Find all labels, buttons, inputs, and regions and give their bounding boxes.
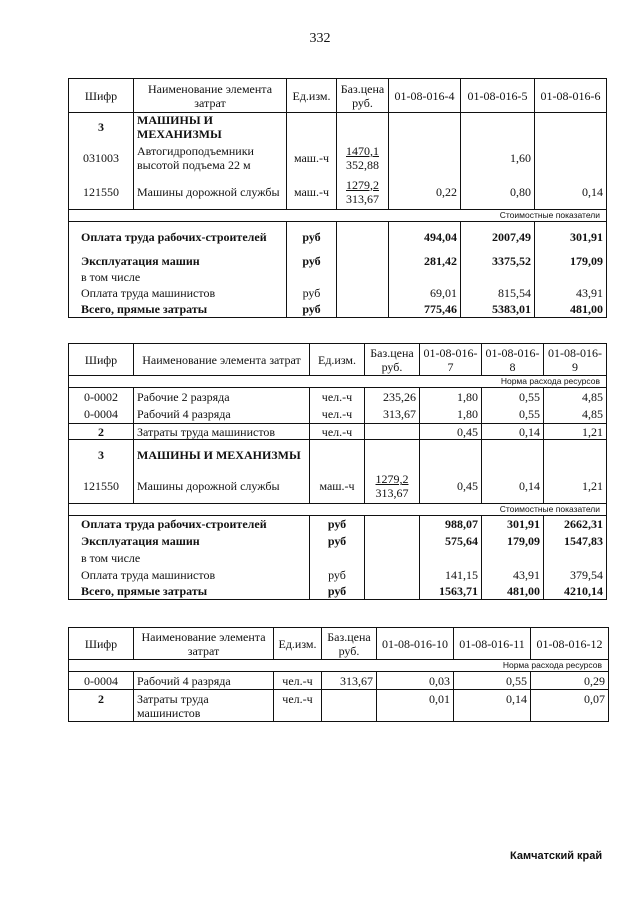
row-value-3: 4,85 bbox=[544, 406, 607, 424]
table-row bbox=[69, 388, 607, 406]
cost-value-1: 69,01 bbox=[389, 285, 461, 301]
cost-name: Всего, прямые затраты bbox=[69, 301, 287, 317]
cost-value-2: 301,91 bbox=[482, 516, 544, 533]
cost-row bbox=[69, 566, 607, 584]
cost-row bbox=[69, 550, 607, 566]
section-code: 3 bbox=[69, 113, 134, 142]
section-row bbox=[69, 113, 607, 142]
row-code: 0-0004 bbox=[69, 406, 134, 424]
price-top: 1470,1 bbox=[346, 144, 379, 158]
page-number: 332 bbox=[309, 31, 331, 46]
row-value-1: 0,22 bbox=[389, 175, 461, 209]
row-value-3: 0,14 bbox=[535, 175, 607, 209]
subheader-row bbox=[69, 660, 609, 672]
subheader-row bbox=[69, 209, 607, 221]
cost-value-3: 2662,31 bbox=[544, 516, 607, 533]
header-col-2: 01-08-016-8 bbox=[482, 344, 544, 376]
section-code: 3 bbox=[69, 440, 134, 470]
row-value-1: 0,01 bbox=[377, 690, 454, 722]
row-value-1: 0,45 bbox=[420, 470, 482, 504]
row-value-2: 0,14 bbox=[454, 690, 531, 722]
footer-region: Камчатский край bbox=[510, 850, 603, 862]
header-col-3: 01-08-016-6 bbox=[535, 79, 607, 113]
row-unit: чел.-ч bbox=[274, 690, 322, 722]
row-value-2: 0,55 bbox=[454, 672, 531, 690]
row-unit: чел.-ч bbox=[310, 424, 365, 440]
cost-value-2: 2007,49 bbox=[461, 221, 535, 253]
cost-value-1: 1563,71 bbox=[420, 584, 482, 600]
header-code: Шифр bbox=[69, 79, 134, 113]
row-code: 031003 bbox=[69, 141, 134, 175]
row-name: Рабочий 4 разряда bbox=[134, 406, 310, 424]
row-value-3: 1,21 bbox=[544, 424, 607, 440]
header-name: Наименование элемента затрат bbox=[134, 79, 287, 113]
row-price: 313,67 bbox=[365, 406, 420, 424]
table-row bbox=[69, 424, 607, 440]
header-col-3: 01-08-016-9 bbox=[544, 344, 607, 376]
header-col-3: 01-08-016-12 bbox=[531, 628, 609, 660]
table-row bbox=[69, 406, 607, 424]
header-price: Баз.цена руб. bbox=[365, 344, 420, 376]
table-row bbox=[69, 175, 607, 209]
section-title: МАШИНЫ И МЕХАНИЗМЫ bbox=[134, 440, 310, 470]
row-name: Затраты труда машинистов bbox=[134, 690, 274, 722]
cost-subheader: Стоимостные показатели bbox=[69, 209, 607, 221]
cost-value-3: 179,09 bbox=[535, 253, 607, 269]
row-name: Машины дорожной службы bbox=[134, 470, 310, 504]
cost-name: Оплата труда рабочих-строителей bbox=[69, 516, 310, 533]
row-value-2: 1,60 bbox=[461, 141, 535, 175]
cost-row bbox=[69, 221, 607, 253]
price-bottom: 313,67 bbox=[346, 191, 379, 206]
table-header-row bbox=[69, 628, 609, 660]
cost-value-3: 1547,83 bbox=[544, 533, 607, 550]
price-bottom: 352,88 bbox=[346, 158, 379, 172]
table-row bbox=[69, 672, 609, 690]
cost-row bbox=[69, 533, 607, 550]
header-col-2: 01-08-016-5 bbox=[461, 79, 535, 113]
cost-row bbox=[69, 285, 607, 301]
row-code: 121550 bbox=[69, 470, 134, 504]
row-value-2: 0,14 bbox=[482, 470, 544, 504]
cost-name: Эксплуатация машин bbox=[69, 253, 287, 269]
table-row bbox=[69, 141, 607, 175]
row-code: 0-0004 bbox=[69, 672, 134, 690]
cost-name: Оплата труда машинистов bbox=[69, 566, 310, 584]
cost-value-2: 3375,52 bbox=[461, 253, 535, 269]
cost-value-3: 481,00 bbox=[535, 301, 607, 317]
row-unit: маш.-ч bbox=[287, 141, 337, 175]
row-value-3: 1,21 bbox=[544, 470, 607, 504]
header-col-1: 01-08-016-4 bbox=[389, 79, 461, 113]
row-unit: чел.-ч bbox=[310, 388, 365, 406]
norm-subheader: Норма расхода ресурсов bbox=[69, 660, 609, 672]
header-name: Наименование элемента затрат bbox=[134, 344, 310, 376]
cost-row bbox=[69, 516, 607, 533]
cost-value-2: 43,91 bbox=[482, 566, 544, 584]
header-col-1: 01-08-016-7 bbox=[420, 344, 482, 376]
row-price bbox=[337, 175, 389, 209]
row-code: 121550 bbox=[69, 175, 134, 209]
row-code: 2 bbox=[69, 690, 134, 722]
row-name: Рабочие 2 разряда bbox=[134, 388, 310, 406]
cost-value-2: 815,54 bbox=[461, 285, 535, 301]
header-col-2: 01-08-016-11 bbox=[454, 628, 531, 660]
row-price bbox=[322, 690, 377, 722]
section-title: МАШИНЫ И МЕХАНИЗМЫ bbox=[134, 113, 287, 142]
header-code: Шифр bbox=[69, 628, 134, 660]
cost-value-1: 575,64 bbox=[420, 533, 482, 550]
row-value-2: 0,55 bbox=[482, 406, 544, 424]
price-top: 1279,2 bbox=[375, 472, 409, 487]
cost-unit: руб bbox=[310, 533, 365, 550]
row-value-1: 1,80 bbox=[420, 406, 482, 424]
cost-value-3: 379,54 bbox=[544, 566, 607, 584]
cost-value-3: 301,91 bbox=[535, 221, 607, 253]
row-unit: чел.-ч bbox=[274, 672, 322, 690]
cost-value-1: 281,42 bbox=[389, 253, 461, 269]
row-price: 313,67 bbox=[322, 672, 377, 690]
cost-name: Оплата труда рабочих-строителей bbox=[69, 221, 287, 253]
subheader-row bbox=[69, 504, 607, 516]
cost-value-3: 43,91 bbox=[535, 285, 607, 301]
header-unit: Ед.изм. bbox=[287, 79, 337, 113]
header-name: Наименование элемента затрат bbox=[134, 628, 274, 660]
cost-row bbox=[69, 253, 607, 269]
cost-unit: руб bbox=[310, 584, 365, 600]
header-code: Шифр bbox=[69, 344, 134, 376]
row-value-3: 4,85 bbox=[544, 388, 607, 406]
cost-row-total bbox=[69, 301, 607, 317]
resource-table-3 bbox=[68, 627, 609, 722]
table-header-row bbox=[69, 344, 607, 376]
row-value-3 bbox=[535, 141, 607, 175]
resource-table-2 bbox=[68, 343, 607, 600]
cost-name: Эксплуатация машин bbox=[69, 533, 310, 550]
row-name: Автогидроподъемники высотой подъема 22 м bbox=[134, 141, 287, 175]
header-unit: Ед.изм. bbox=[310, 344, 365, 376]
cost-subheader: Стоимостные показатели bbox=[69, 504, 607, 516]
section-row bbox=[69, 440, 607, 470]
row-unit: маш.-ч bbox=[287, 175, 337, 209]
cost-value-1: 494,04 bbox=[389, 221, 461, 253]
cost-name: в том числе bbox=[69, 269, 287, 285]
price-bottom: 313,67 bbox=[375, 486, 409, 501]
cost-name: в том числе bbox=[69, 550, 310, 566]
row-value-1: 1,80 bbox=[420, 388, 482, 406]
row-price bbox=[365, 424, 420, 440]
table-row bbox=[69, 690, 609, 722]
row-name: Рабочий 4 разряда bbox=[134, 672, 274, 690]
table-row bbox=[69, 470, 607, 504]
row-value-2: 0,80 bbox=[461, 175, 535, 209]
cost-name: Оплата труда машинистов bbox=[69, 285, 287, 301]
row-value-3: 0,29 bbox=[531, 672, 609, 690]
row-value-1 bbox=[389, 141, 461, 175]
header-price: Баз.цена руб. bbox=[322, 628, 377, 660]
cost-unit: руб bbox=[287, 221, 337, 253]
table-header-row bbox=[69, 79, 607, 113]
row-value-2: 0,14 bbox=[482, 424, 544, 440]
cost-value-2: 179,09 bbox=[482, 533, 544, 550]
cost-unit: руб bbox=[287, 301, 337, 317]
cost-value-1: 141,15 bbox=[420, 566, 482, 584]
cost-row-total bbox=[69, 584, 607, 600]
header-unit: Ед.изм. bbox=[274, 628, 322, 660]
resource-table-1 bbox=[68, 78, 607, 318]
header-col-1: 01-08-016-10 bbox=[377, 628, 454, 660]
cost-value-2: 481,00 bbox=[482, 584, 544, 600]
subheader-row bbox=[69, 376, 607, 388]
cost-value-1: 775,46 bbox=[389, 301, 461, 317]
cost-value-1: 988,07 bbox=[420, 516, 482, 533]
row-name: Затраты труда машинистов bbox=[134, 424, 310, 440]
row-value-1: 0,03 bbox=[377, 672, 454, 690]
row-code: 2 bbox=[69, 424, 134, 440]
cost-unit: руб bbox=[310, 516, 365, 533]
row-value-2: 0,55 bbox=[482, 388, 544, 406]
row-price: 235,26 bbox=[365, 388, 420, 406]
cost-value-2: 5383,01 bbox=[461, 301, 535, 317]
cost-name: Всего, прямые затраты bbox=[69, 584, 310, 600]
row-unit: чел.-ч bbox=[310, 406, 365, 424]
row-value-1: 0,45 bbox=[420, 424, 482, 440]
cost-unit: руб bbox=[287, 285, 337, 301]
row-name: Машины дорожной службы bbox=[134, 175, 287, 209]
row-unit: маш.-ч bbox=[310, 470, 365, 504]
row-price bbox=[365, 470, 420, 504]
cost-row bbox=[69, 269, 607, 285]
row-code: 0-0002 bbox=[69, 388, 134, 406]
row-price bbox=[337, 141, 389, 175]
cost-value-3: 4210,14 bbox=[544, 584, 607, 600]
price-top: 1279,2 bbox=[346, 177, 379, 192]
cost-unit: руб bbox=[287, 253, 337, 269]
header-price: Баз.цена руб. bbox=[337, 79, 389, 113]
cost-unit: руб bbox=[310, 566, 365, 584]
row-value-3: 0,07 bbox=[531, 690, 609, 722]
norm-subheader: Норма расхода ресурсов bbox=[69, 376, 607, 388]
